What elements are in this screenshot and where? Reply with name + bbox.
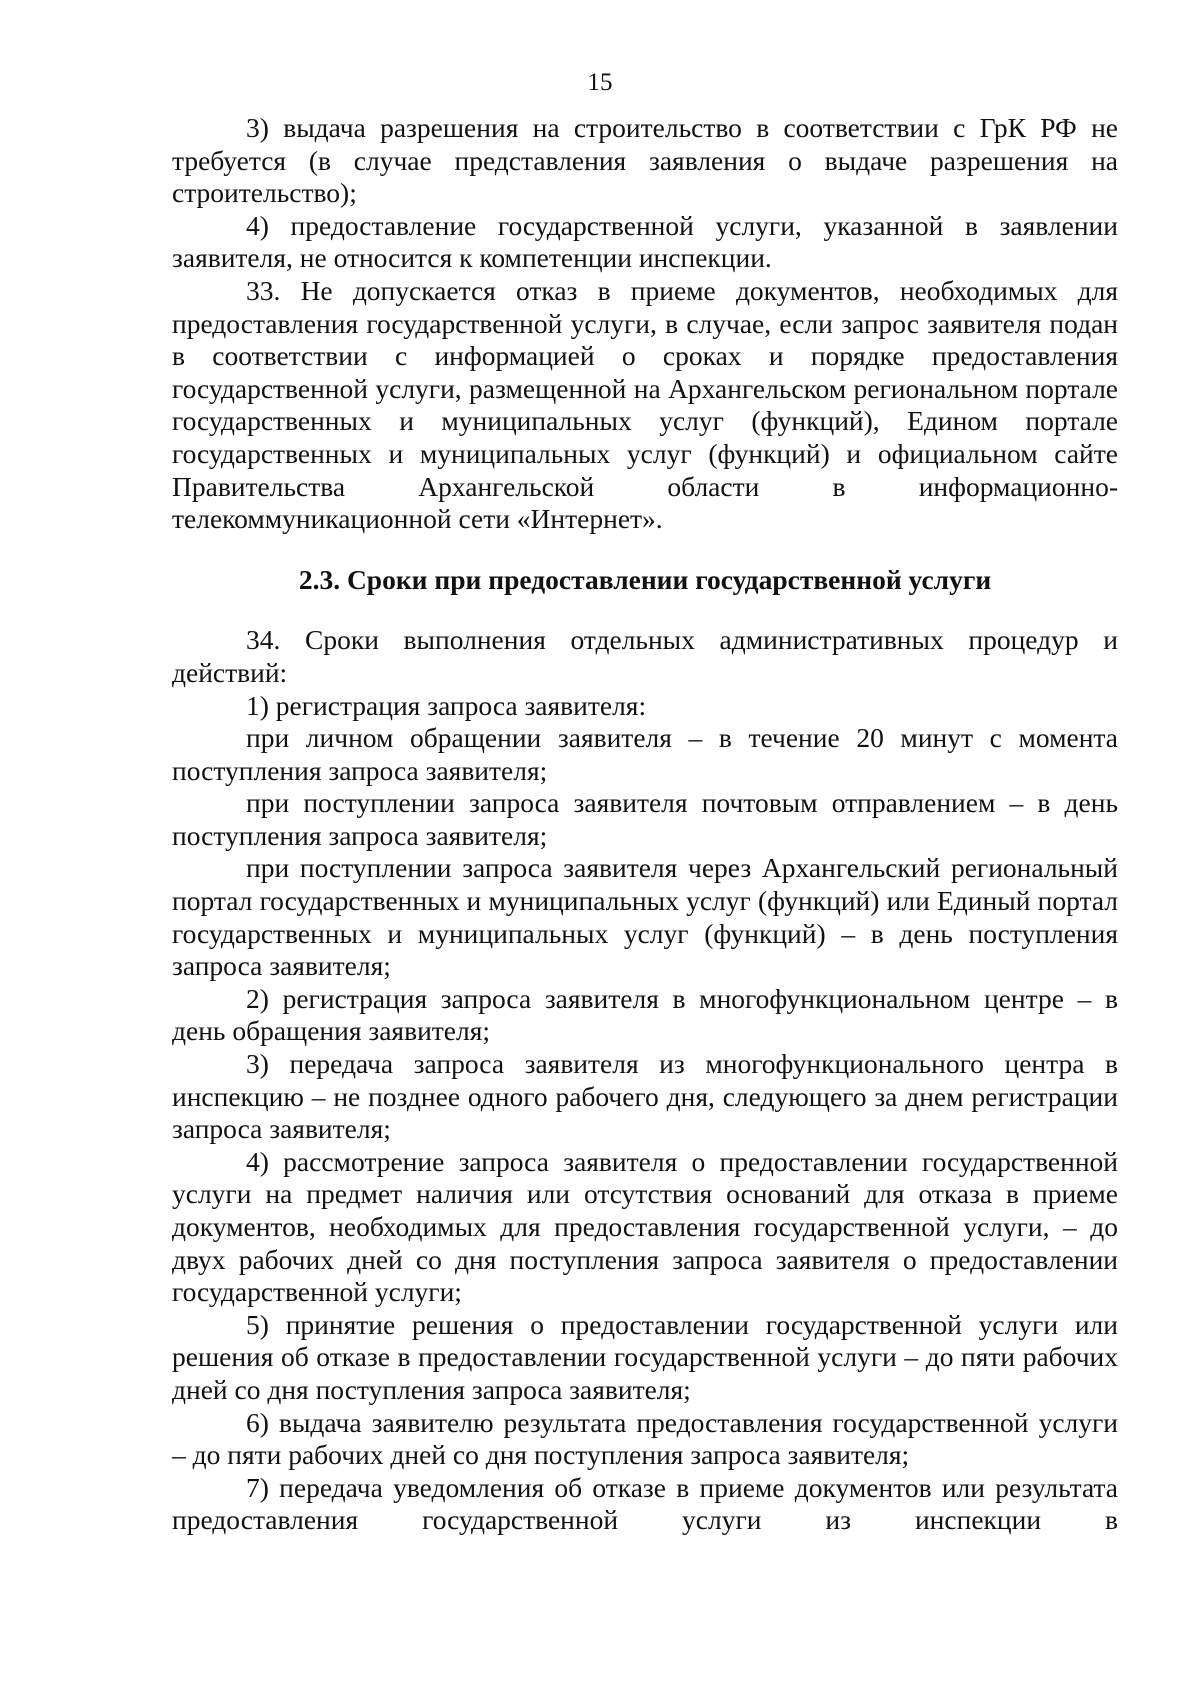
paragraph-33-refusal-not-allowed: 33. Не допускается отказ в приеме документов, необходимых для предоставления государственной услуги, в случае, если запрос заявителя подан в соответствии с информацией о сроках и порядке предоставления государственной услуги, размещенной на Архангельском региональном портале государственных и муниципальных услуг (функций), Едином портале государственных и муниципальных услуг (функций) и официальном сайте Правительства Архангельской области в информационно-телекоммуникационной сети «Интернет». [172, 274, 1118, 535]
page-number: 15 [587, 69, 613, 96]
paragraph-5-decision: 5) принятие решения о предоставлении государственной услуги или решения об отказе в предоставлении государственной услуги – до пяти рабочих дней со дня поступления запроса заявителя; [172, 1308, 1118, 1405]
paragraph-4-review: 4) рассмотрение запроса заявителя о предоставлении государственной услуги на предмет наличия или отсутствия оснований для отказа в приеме документов, необходимых для предоставления государственной услуги, – до двух рабочих дней со дня поступления запроса заявителя о предоставлении государственной услуги; [172, 1145, 1118, 1308]
paragraph-item-4-not-competence: 4) предоставление государственной услуги, указанной в заявлении заявителя, не относится к компетенции инспекции. [172, 209, 1118, 274]
paragraph-34-deadlines: 34. Сроки выполнения отдельных административных процедур и действий: [172, 624, 1118, 688]
paragraph-3-mfc-transfer: 3) передача запроса заявителя из многофункционального центра в инспекцию – не позднее одного рабочего дня, следующего за днем регистрации запроса заявителя; [172, 1048, 1118, 1145]
paragraph-6-issuance: 6) выдача заявителю результата предоставления государственной услуги – до пяти рабочих дней со дня поступления запроса заявителя; [172, 1406, 1118, 1471]
paragraph-portal-submission: при поступлении запроса заявителя через Архангельский региональный портал государственных и муниципальных услуг (функций) или Единый портал государственных и муниципальных услуг (функций) – в день поступления запроса заявителя; [172, 852, 1118, 982]
paragraph-postal-mail: при поступлении запроса заявителя почтовым отправлением – в день поступления запроса заявителя; [172, 787, 1118, 851]
paragraph-1-registration: 1) регистрация запроса заявителя: [246, 689, 647, 721]
paragraph-7-notification-transfer: 7) передача уведомления об отказе в приеме документов или результата предоставления государственной услуги из инспекции в [172, 1471, 1118, 1536]
section-heading: 2.3. Сроки при предоставлении государственной услуги [298, 563, 992, 595]
paragraph-personal-appeal: при личном обращении заявителя – в течение 20 минут с момента поступления запроса заявителя; [172, 722, 1118, 786]
paragraph-2-mfc-registration: 2) регистрация запроса заявителя в многофункциональном центре – в день обращения заявителя; [172, 982, 1118, 1047]
document-body [172, 112, 1118, 1537]
paragraph-item-3-permit-not-required: 3) выдача разрешения на строительство в соответствии с ГрК РФ не требуется (в случае представления заявления о выдаче разрешения на строительство); [172, 112, 1118, 209]
